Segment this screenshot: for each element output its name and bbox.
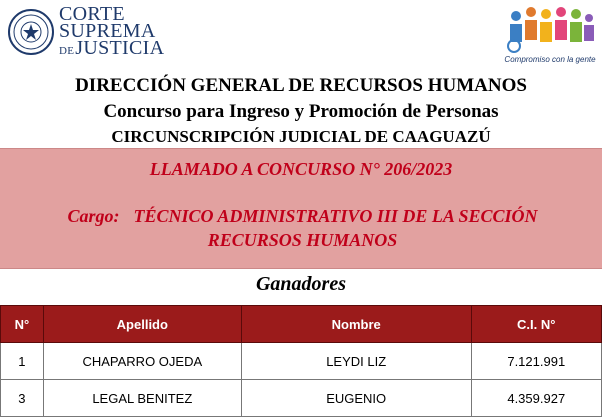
table-row — [1, 380, 602, 417]
people-group-icon — [500, 4, 600, 54]
cell-apellido: CHAPARRO OJEDA — [43, 343, 241, 380]
cell-nombre: EUGENIO — [241, 380, 471, 417]
call-number: LLAMADO A CONCURSO N° 206/2023 — [149, 159, 453, 179]
table-header-row — [1, 306, 602, 343]
table-row — [1, 343, 602, 380]
seal-icon — [7, 8, 55, 56]
winners-table — [0, 305, 602, 417]
col-apellido: Apellido — [43, 306, 241, 343]
winners-heading: Ganadores — [255, 273, 346, 295]
logo-word-corte: CORTE — [59, 3, 125, 25]
compromiso-logo — [500, 4, 600, 66]
cell-ci: 7.121.991 — [471, 343, 601, 380]
logo-word-suprema: SUPREMA — [59, 20, 156, 42]
cell-number: 3 — [1, 380, 44, 417]
cargo-value: TÉCNICO ADMINISTRATIVO III DE LA SECCIÓN RECURSOS HUMANOS — [133, 206, 538, 250]
department-title: DIRECCIÓN GENERAL DE RECURSOS HUMANOS — [75, 75, 527, 96]
col-number: N° — [1, 306, 44, 343]
cell-apellido: LEGAL BENITEZ — [43, 380, 241, 417]
cell-ci: 4.359.927 — [471, 380, 601, 417]
cell-nombre: LEYDI LIZ — [241, 343, 471, 380]
col-ci: C.I. N° — [471, 306, 601, 343]
logo-tagline: Compromiso con la gente — [504, 55, 596, 64]
circumscription-title: CIRCUNSCRIPCIÓN JUDICIAL DE CAAGUAZÚ — [111, 127, 491, 146]
logo-word-justicia: JUSTICIA — [75, 37, 165, 59]
col-nombre: Nombre — [241, 306, 471, 343]
logo-word-de: DE — [59, 45, 75, 57]
corte-suprema-logo — [7, 3, 167, 66]
cargo-line — [20, 204, 585, 252]
call-banner — [0, 148, 602, 269]
cell-number: 1 — [1, 343, 44, 380]
cargo-label: Cargo: — [67, 206, 120, 226]
contest-title: Concurso para Ingreso y Promoción de Personas — [103, 101, 499, 122]
page-header — [0, 0, 602, 72]
